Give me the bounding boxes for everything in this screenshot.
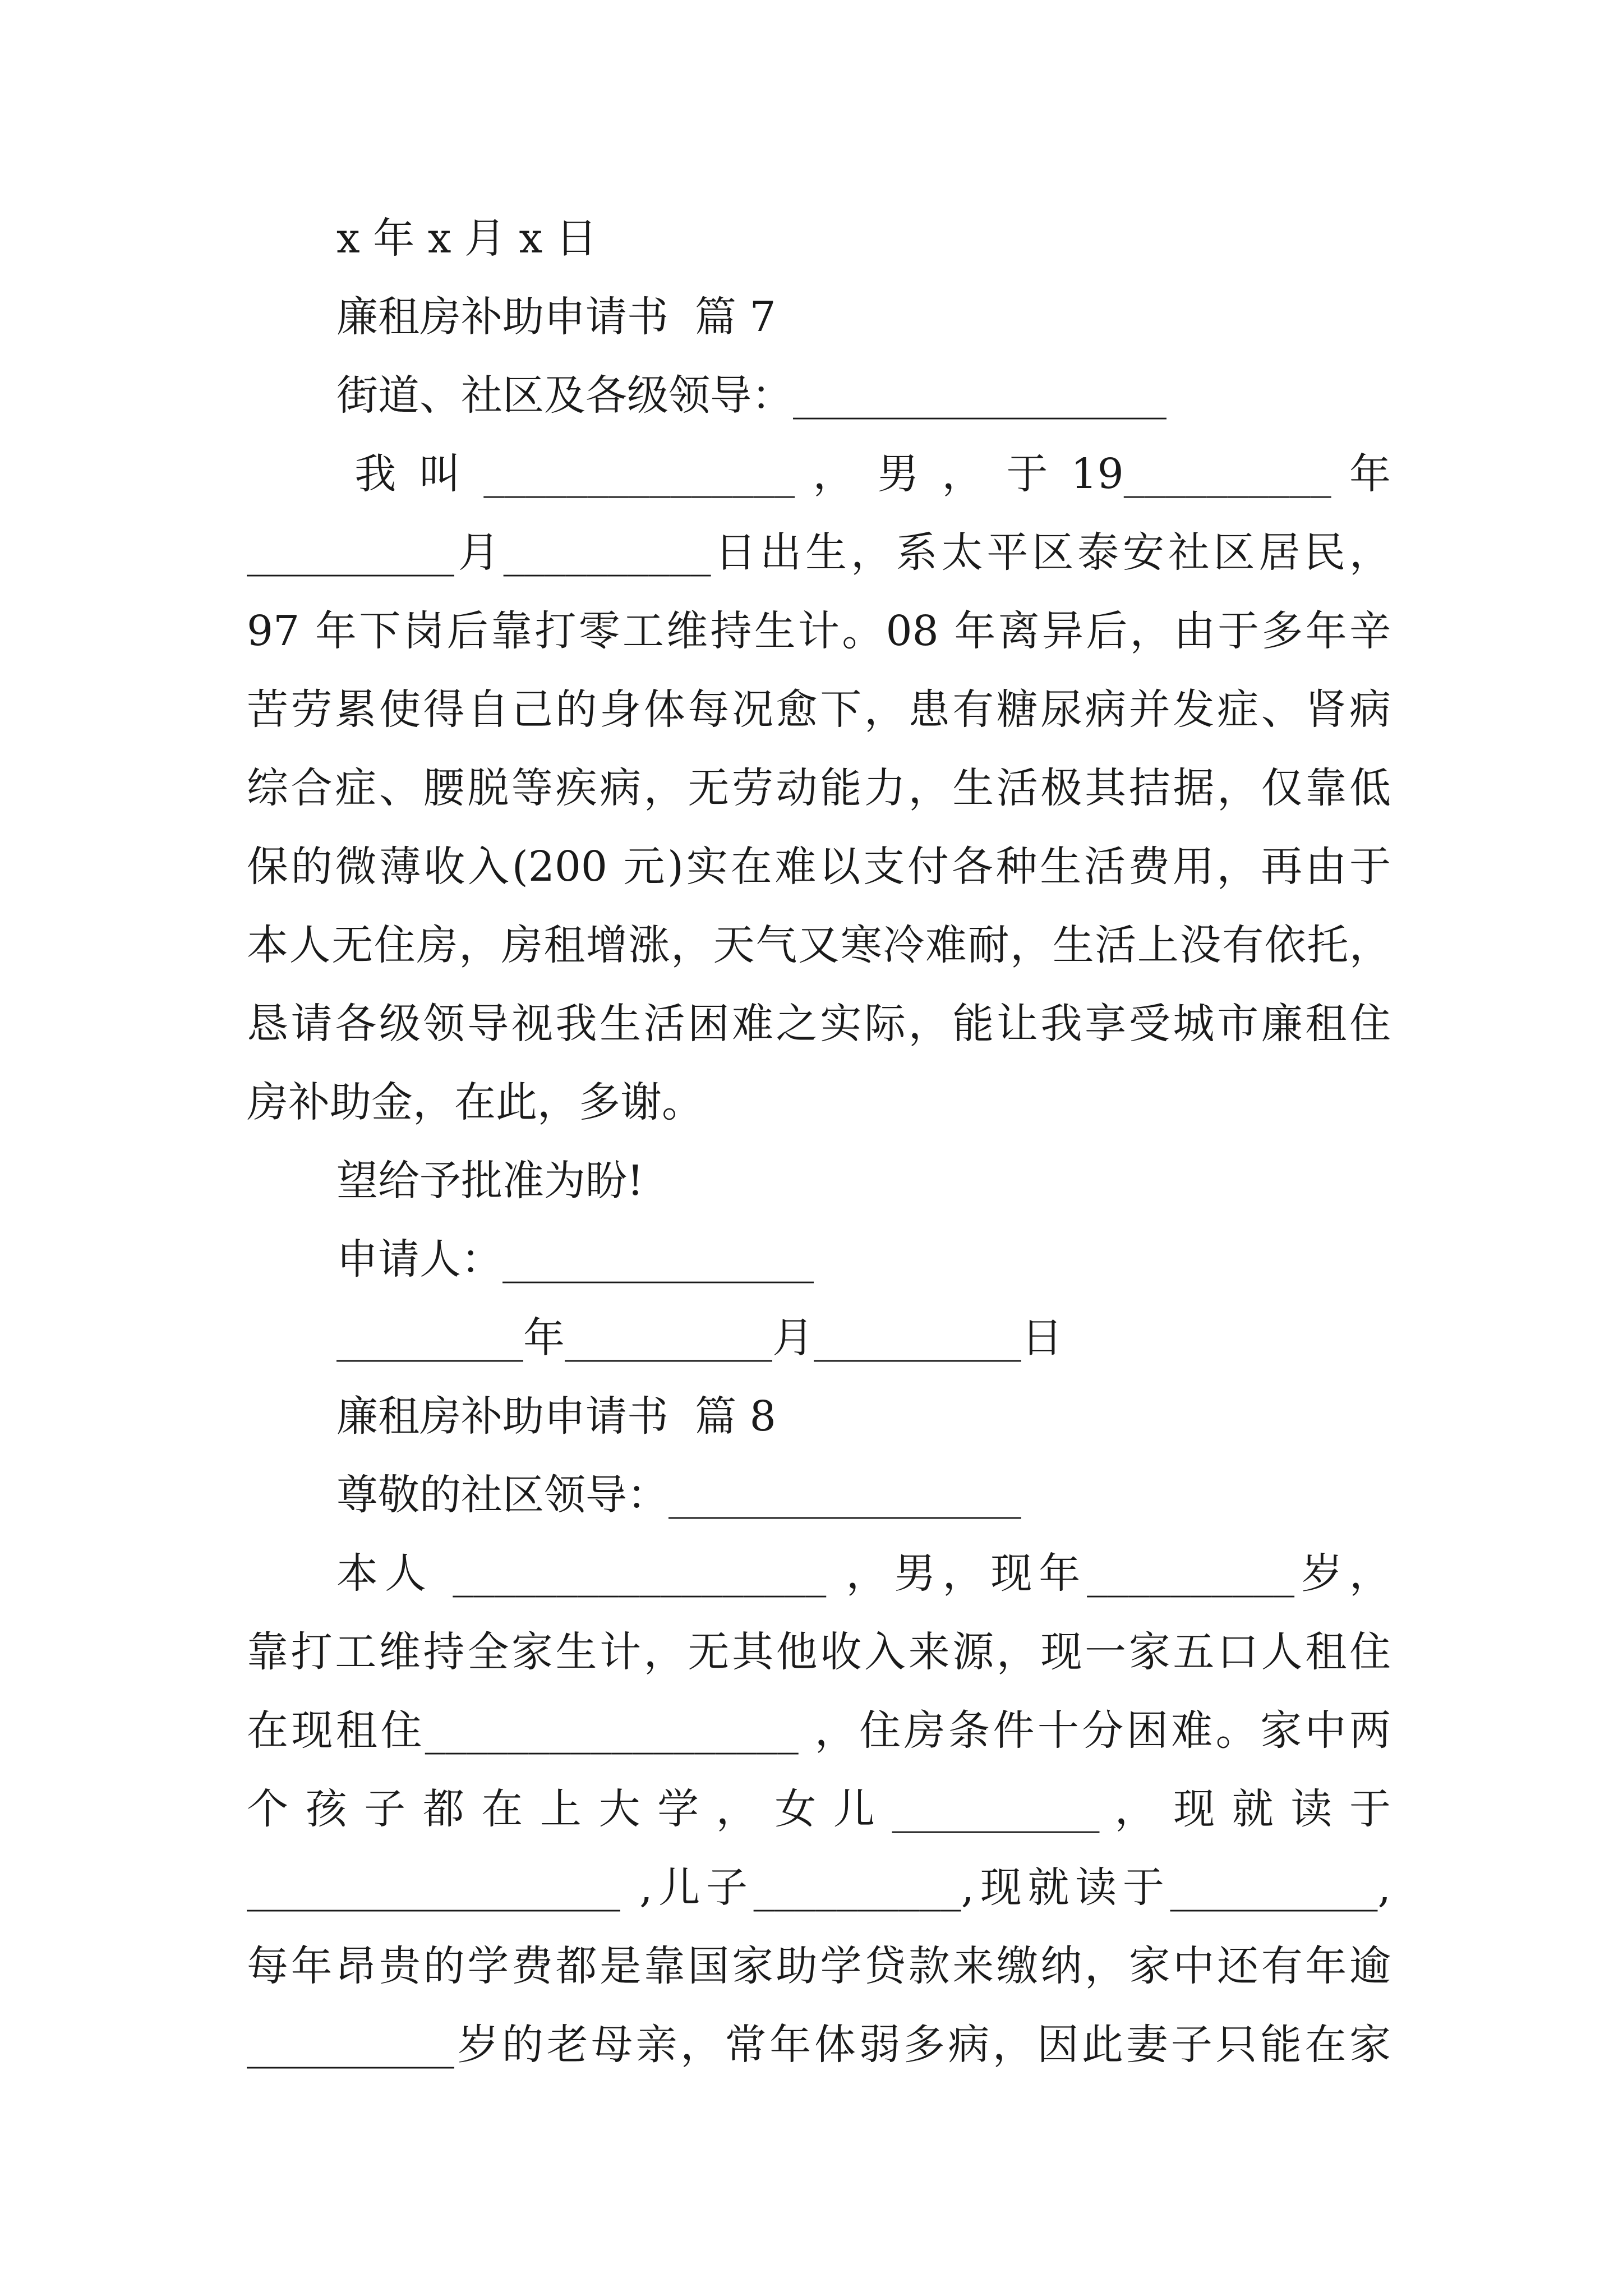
applicant-line: 申请人：_______________ bbox=[336, 1235, 814, 1283]
section-title-8: 廉租房补助申请书 篇 8 bbox=[336, 1392, 776, 1441]
body-line: 综合症、腰脱等疾病，无劳动能力，生活极其拮据，仅靠低 bbox=[247, 764, 1391, 812]
body-line: 每年昂贵的学费都是靠国家助学贷款来缴纳，家中还有年逾 bbox=[247, 1942, 1391, 1990]
body-line: 本人无住房，房租增涨，天气又寒冷难耐，生活上没有依托， bbox=[247, 921, 1391, 969]
body-line: 房补助金，在此，多谢。 bbox=[247, 1078, 703, 1126]
body-line: 恳请各级领导视我生活困难之实际，能让我享受城市廉租住 bbox=[247, 1000, 1391, 1048]
body-line: __________月__________日出生，系太平区泰安社区居民， bbox=[247, 528, 1391, 577]
salutation-7: 街道、社区及各级领导：__________________ bbox=[336, 371, 1166, 420]
body-line: 97 年下岗后靠打零工维持生计。08 年离异后，由于多年辛 bbox=[247, 607, 1391, 655]
signature-date-line: _________年__________月__________日 bbox=[336, 1314, 1063, 1362]
body-line: __________________ ,儿子__________,现就读于__________, bbox=[247, 1864, 1391, 1912]
body-line: 本人 __________________ ，男，现年__________岁， bbox=[336, 1549, 1391, 1598]
body-line: 在现租住__________________ ，住房条件十分困难。家中两 bbox=[247, 1706, 1391, 1755]
body-line: 保的微薄收入(200 元)实在难以支付各种生活费用，再由于 bbox=[247, 843, 1391, 891]
body-line: __________岁的老母亲，常年体弱多病，因此妻子只能在家 bbox=[247, 2021, 1391, 2069]
body-line: 靠打工维持全家生计，无其他收入来源，现一家五口人租住 bbox=[247, 1628, 1391, 1676]
closing-line: 望给予批准为盼! bbox=[336, 1157, 644, 1205]
body-line: 苦劳累使得自己的身体每况愈下，患有糖尿病并发症、肾病 bbox=[247, 685, 1391, 734]
salutation-8: 尊敬的社区领导：_________________ bbox=[336, 1471, 1021, 1519]
body-line: 个 孩 子 都 在 上 大 学 ， 女 儿 __________ ， 现 就 读 于 bbox=[247, 1785, 1391, 1833]
body-line: 我 叫 _______________ ， 男 ， 于 19__________ 年 bbox=[336, 450, 1391, 498]
document-body bbox=[247, 199, 1391, 2084]
date-line: x 年 x 月 x 日 bbox=[336, 214, 597, 263]
section-title-7: 廉租房补助申请书 篇 7 bbox=[336, 293, 776, 341]
